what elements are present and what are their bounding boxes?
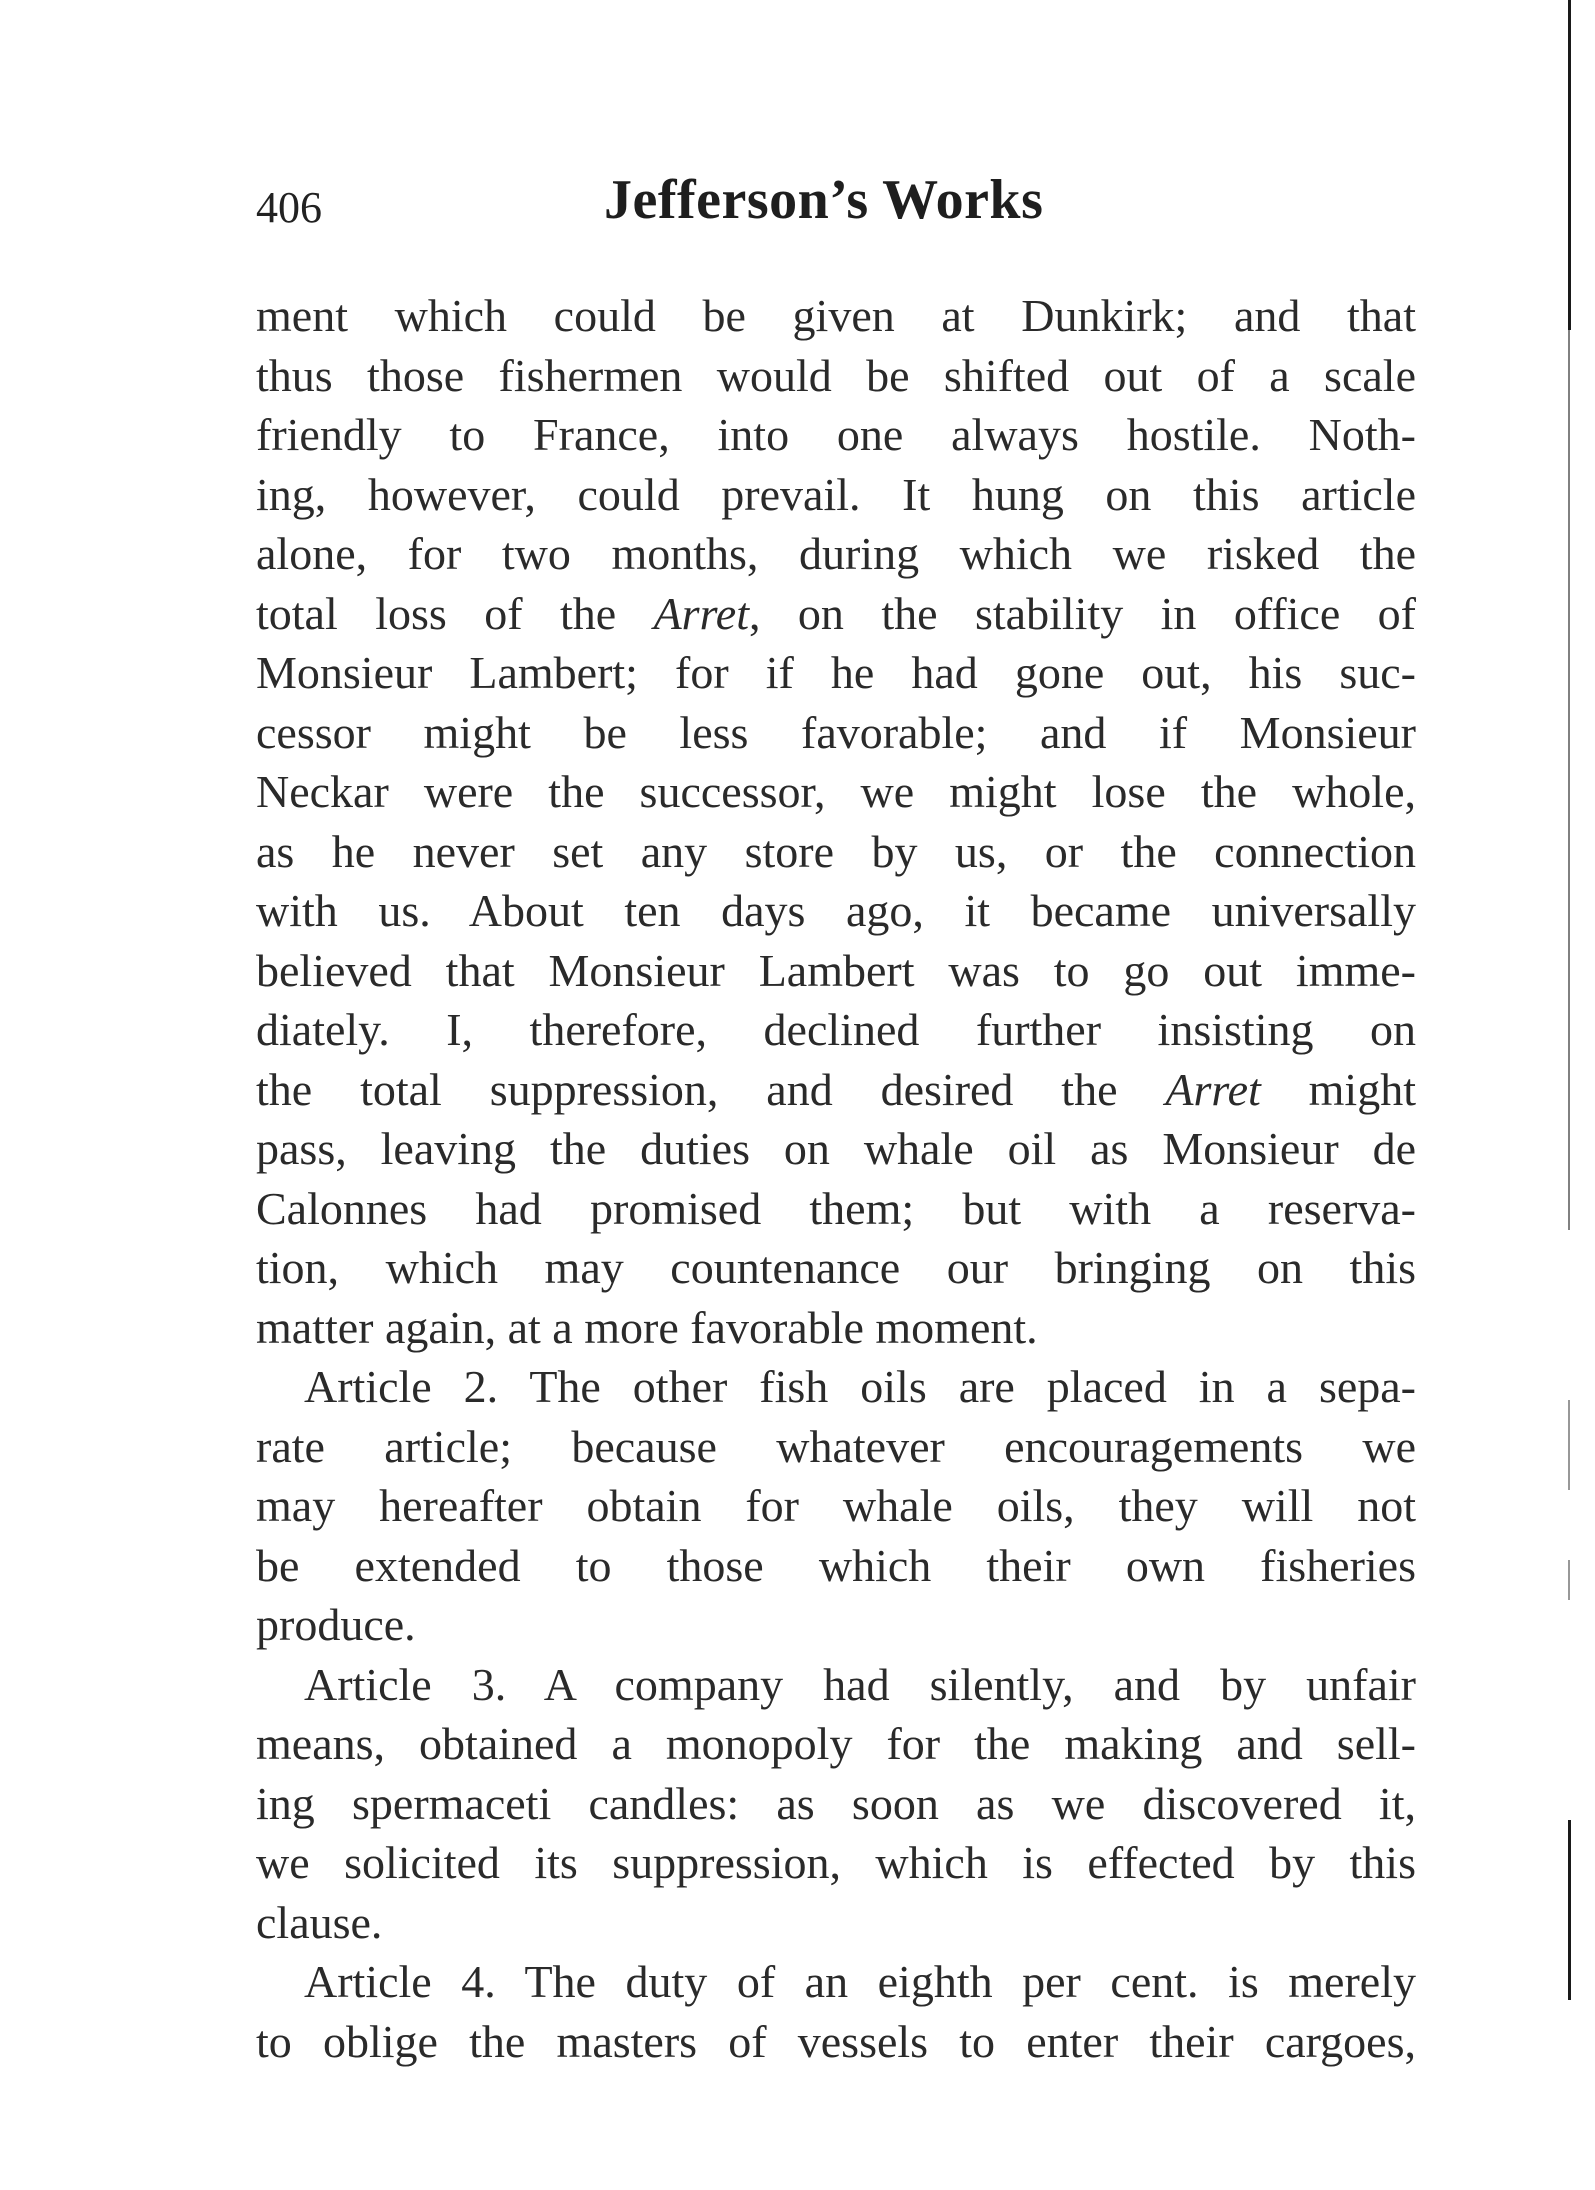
text-line: diately. I, therefore, declined further insisting on — [256, 1004, 1416, 1055]
binding-edge-mark — [1568, 1400, 1570, 1490]
text-run: the total suppression, and desired the — [256, 1063, 1166, 1115]
text-line: tion, which may countenance our bringing on this — [256, 1242, 1416, 1293]
text-line: pass, leaving the duties on whale oil as Monsieur de — [256, 1123, 1416, 1174]
text-line: cessor might be less favorable; and if Monsieur — [256, 706, 1416, 758]
text-line: Calonnes had promised them; but with a reserva- — [256, 1182, 1416, 1234]
text-line: matter again, at a more favorable moment. — [256, 1301, 1038, 1353]
page-number: 406 — [256, 183, 322, 232]
text-line: ment which could be given at Dunkirk; and that — [256, 290, 1416, 341]
text-line: to oblige the masters of vessels to enter their cargoes, — [256, 2015, 1416, 2067]
text-line: ing, however, could prevail. It hung on this article — [256, 468, 1416, 520]
binding-edge-mark — [1568, 0, 1571, 330]
italic-term: Arret — [1165, 1063, 1261, 1115]
text-line: as he never set any store by us, or the connection — [256, 825, 1416, 877]
text-line: ing spermaceti candles: as soon as we discovered it, — [256, 1777, 1416, 1829]
text-line: rate article; because whatever encouragements we — [256, 1420, 1416, 1472]
text-line: Neckar were the successor, we might lose the whole, — [256, 766, 1416, 817]
text-line — [256, 1060, 1416, 1120]
text-line: may hereafter obtain for whale oils, they will not — [256, 1480, 1416, 1531]
text-line: means, obtained a monopoly for the making and sell- — [256, 1718, 1416, 1769]
binding-edge-mark — [1568, 330, 1570, 1230]
text-run: might — [1260, 1063, 1416, 1115]
text-line: thus those fishermen would be shifted out of a scale — [256, 349, 1416, 401]
text-line: we solicited its suppression, which is effected by this — [256, 1837, 1416, 1888]
text-line: with us. About ten days ago, it became universally — [256, 885, 1416, 936]
italic-term: Arret — [653, 587, 749, 639]
text-line: produce. — [256, 1599, 416, 1650]
text-line: alone, for two months, during which we risked the — [256, 528, 1416, 579]
text-line: believed that Monsieur Lambert was to go out imme- — [256, 944, 1416, 996]
text-run: , on the stability in office of — [748, 587, 1416, 639]
text-line: clause. — [256, 1896, 383, 1948]
text-line: Article 2. The other fish oils are placed in a sepa- — [304, 1361, 1416, 1412]
text-line: friendly to France, into one always hostile. Noth- — [256, 409, 1416, 460]
text-line: Article 3. A company had silently, and by unfair — [304, 1658, 1416, 1710]
text-line: Monsieur Lambert; for if he had gone out, his suc- — [256, 647, 1416, 698]
text-line: be extended to those which their own fisheries — [256, 1539, 1416, 1591]
binding-edge-mark — [1568, 1560, 1570, 1600]
body-text — [256, 286, 1416, 2071]
running-title: Jefferson’s Works — [604, 169, 1044, 231]
binding-edge-mark — [1568, 1820, 1571, 2000]
text-run: total loss of the — [256, 587, 654, 639]
text-line — [256, 584, 1416, 644]
page-header — [256, 168, 1416, 248]
text-line: Article 4. The duty of an eighth per cent. is merely — [304, 1956, 1416, 2007]
